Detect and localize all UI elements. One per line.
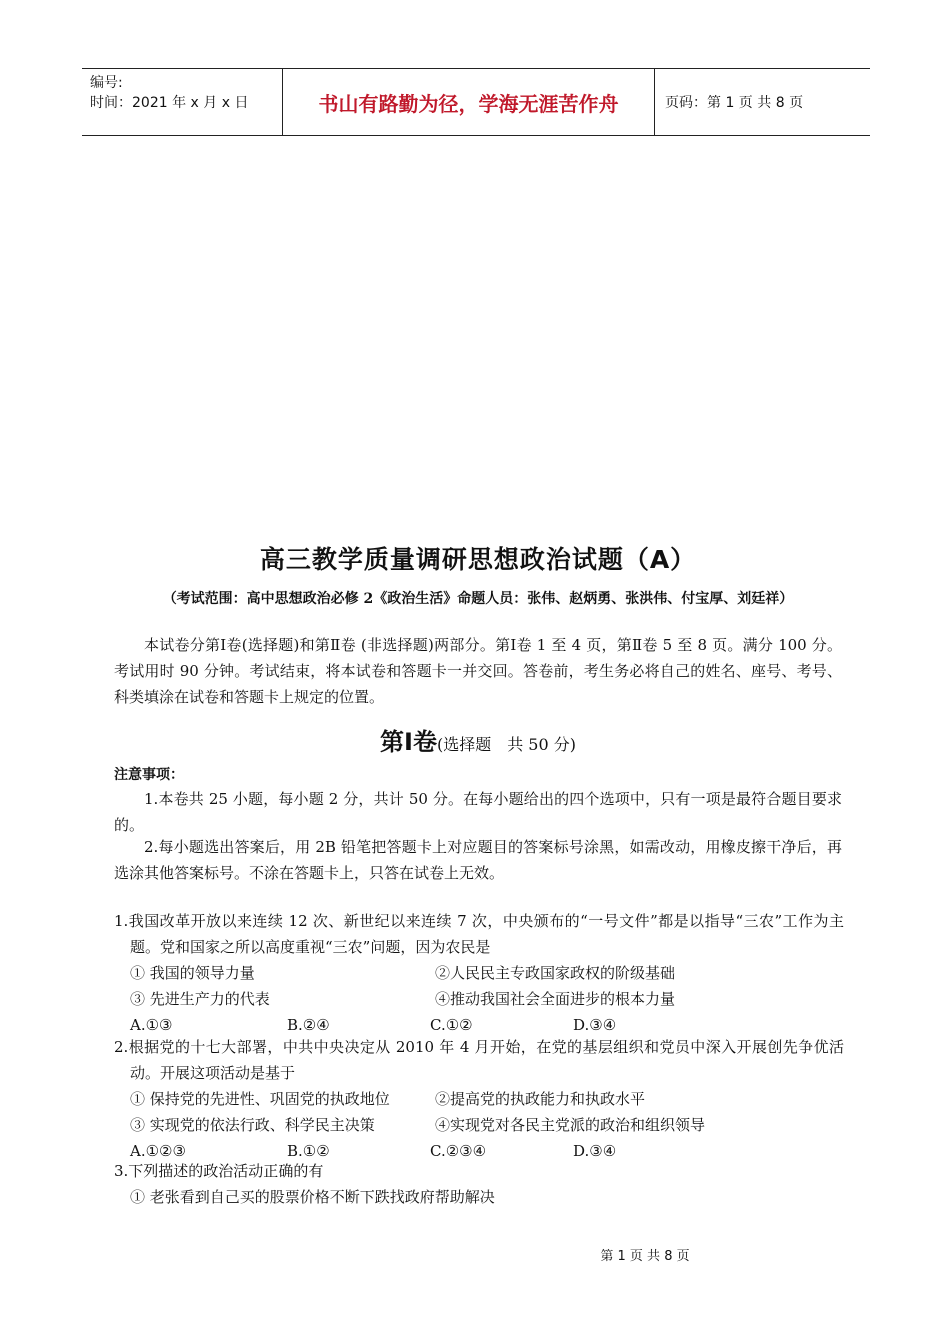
answer-choice: A.①③: [130, 1016, 173, 1034]
option-row: [114, 1184, 844, 1210]
exam-intro: 本试卷分第Ⅰ卷(选择题)和第Ⅱ卷 (非选择题)两部分。第Ⅰ卷 1 至 4 页，第Ⅱ卷 5 至 8 页。满分 100 分。考试用时 90 分钟。考试结束，将本试卷和答题卡一并交回。答卷前，考生务必将自己的姓名、座号、考号、科类填涂在试卷和答题卡上规定的位置。: [114, 636, 842, 706]
option: ②提高党的执政能力和执政水平: [435, 1090, 646, 1108]
option: ① 老张看到自己买的股票价格不断下跌找政府帮助解决: [130, 1188, 495, 1206]
option: ④实现党对各民主党派的政治和组织领导: [435, 1116, 706, 1134]
answer-choice: C.②③④: [430, 1142, 487, 1160]
answer-choice: A.①②③: [130, 1142, 186, 1160]
code-label: 编号:: [90, 75, 123, 91]
answer-choice: C.①②: [430, 1016, 473, 1034]
page-footer: 第 1 页 共 8 页: [600, 1249, 690, 1264]
option: ③ 先进生产力的代表: [130, 990, 270, 1008]
option: ① 保持党的先进性、巩固党的执政地位: [130, 1090, 390, 1108]
notice-item: 2.每小题选出答案后，用 2B 铅笔把答题卡上对应题目的答案标号涂黑，如需改动，用橡皮擦干净后，再选涂其他答案标号。不涂在答题卡上，只答在试卷上无效。: [114, 838, 842, 882]
option: ④推动我国社会全面进步的根本力量: [435, 990, 676, 1008]
header-motto: 书山有路勤为径，学海无涯苦作舟: [282, 69, 655, 135]
exam-scope: （考试范围：高中思想政治必修 2《政治生活》命题人员：张伟、赵炳勇、张洪伟、付宝厚、刘廷祥）: [162, 591, 794, 607]
answer-choice: D.③④: [573, 1142, 617, 1160]
volume-title: 第Ⅰ卷: [380, 728, 437, 756]
option: ②人民民主专政国家政权的阶级基础: [435, 964, 676, 982]
question-stem: 2.根据党的十七大部署，中共中央决定从 2010 年 4 月开始，在党的基层组织和党员中深入开展创先争优活动。开展这项活动是基于: [114, 1038, 844, 1082]
volume-heading: [114, 722, 842, 757]
answer-choice: B.②④: [287, 1016, 330, 1034]
page-header: [82, 68, 870, 136]
answer-choice: D.③④: [573, 1016, 617, 1034]
option-row: [114, 1112, 844, 1138]
option-row: [114, 986, 844, 1012]
question-stem: 1.我国改革开放以来连续 12 次、新世纪以来连续 7 次，中央颁布的“一号文件”都是以指导“三农”工作为主题。党和国家之所以高度重视“三农”问题，因为农民是: [114, 912, 844, 956]
notice-title: 注意事项：: [114, 767, 184, 783]
volume-subtitle: (选择题 共 50 分): [436, 735, 576, 754]
option: ① 我国的领导力量: [130, 964, 255, 982]
notice-item: 1.本卷共 25 小题，每小题 2 分，共计 50 分。在每小题给出的四个选项中，只有一项是最符合题目要求的。: [114, 790, 842, 834]
exam-title: 高三教学质量调研思想政治试题（A）: [259, 545, 697, 574]
question-2: [114, 1034, 844, 1164]
option-row: [114, 960, 844, 986]
header-page-info: 页码：第 1 页 共 8 页: [665, 95, 804, 111]
question-1: [114, 908, 844, 1038]
option-row: [114, 1086, 844, 1112]
answer-choice: B.①②: [287, 1142, 330, 1160]
header-meta: [82, 69, 282, 135]
question-3: [114, 1158, 844, 1210]
time-label: 时间：2021 年 x 月 x 日: [90, 95, 249, 111]
option: ③ 实现党的依法行政、科学民主决策: [130, 1116, 375, 1134]
question-stem: 3.下列描述的政治活动正确的有: [114, 1162, 324, 1180]
